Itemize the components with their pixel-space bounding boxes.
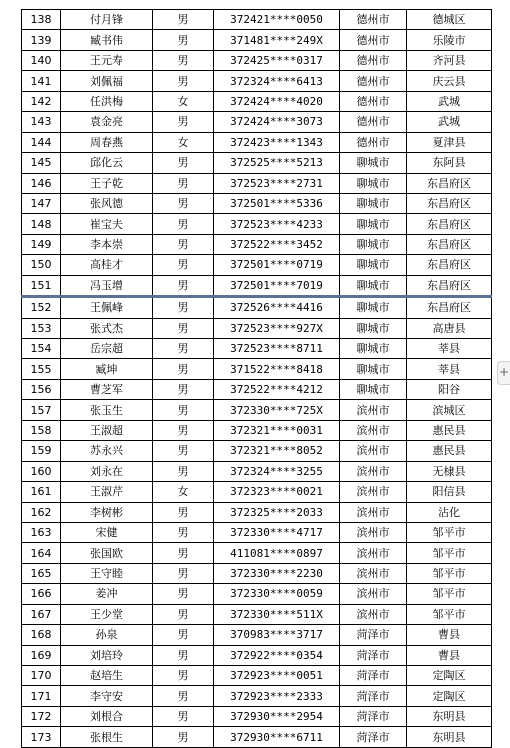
city-cell: 聊城市 xyxy=(340,153,407,173)
city-cell: 聊城市 xyxy=(340,275,407,296)
city-cell: 聊城市 xyxy=(340,318,407,338)
gender-cell: 男 xyxy=(153,193,214,213)
city-cell: 德州市 xyxy=(340,50,407,70)
city-cell: 滨州市 xyxy=(340,420,407,440)
gender-cell: 男 xyxy=(153,30,214,50)
district-cell: 高唐县 xyxy=(407,318,492,338)
table-row xyxy=(22,132,492,152)
gender-cell: 男 xyxy=(153,297,214,318)
row-number-cell: 146 xyxy=(22,173,61,193)
gender-cell: 男 xyxy=(153,625,214,645)
person-name-cell: 高桂才 xyxy=(61,255,153,275)
id-number-cell: 372930****2954 xyxy=(214,706,340,726)
city-cell: 滨州市 xyxy=(340,584,407,604)
district-cell: 邹平市 xyxy=(407,584,492,604)
city-cell: 聊城市 xyxy=(340,214,407,234)
table-row xyxy=(22,275,492,296)
id-number-cell: 372523****2731 xyxy=(214,173,340,193)
table-row xyxy=(22,30,492,50)
table-row xyxy=(22,604,492,624)
row-number-cell: 149 xyxy=(22,234,61,254)
id-number-cell: 372501****0719 xyxy=(214,255,340,275)
district-cell: 东昌府区 xyxy=(407,297,492,318)
district-cell: 齐河县 xyxy=(407,50,492,70)
person-name-cell: 邱化云 xyxy=(61,153,153,173)
district-cell: 夏津县 xyxy=(407,132,492,152)
district-cell: 东昌府区 xyxy=(407,214,492,234)
row-number-cell: 163 xyxy=(22,522,61,542)
gender-cell: 女 xyxy=(153,91,214,111)
id-number-cell: 372525****5213 xyxy=(214,153,340,173)
id-number-cell: 372330****725X xyxy=(214,400,340,420)
district-cell: 东昌府区 xyxy=(407,173,492,193)
district-cell: 东明县 xyxy=(407,706,492,726)
table-row xyxy=(22,193,492,213)
district-cell: 东昌府区 xyxy=(407,275,492,296)
id-number-cell: 411081****0897 xyxy=(214,543,340,563)
id-number-cell: 372425****0317 xyxy=(214,50,340,70)
table-row xyxy=(22,706,492,726)
table-row xyxy=(22,584,492,604)
row-number-cell: 162 xyxy=(22,502,61,522)
person-name-cell: 张根生 xyxy=(61,727,153,747)
person-name-cell: 曹芝军 xyxy=(61,379,153,399)
person-name-cell: 张风德 xyxy=(61,193,153,213)
id-number-cell: 372526****4416 xyxy=(214,297,340,318)
gender-cell: 男 xyxy=(153,420,214,440)
city-cell: 滨州市 xyxy=(340,461,407,481)
gender-cell: 男 xyxy=(153,275,214,296)
row-number-cell: 169 xyxy=(22,645,61,665)
gender-cell: 男 xyxy=(153,686,214,706)
id-number-cell: 372923****0051 xyxy=(214,666,340,686)
district-cell: 无棣县 xyxy=(407,461,492,481)
gender-cell: 男 xyxy=(153,173,214,193)
id-number-cell: 372501****5336 xyxy=(214,193,340,213)
city-cell: 德州市 xyxy=(340,71,407,91)
gender-cell: 男 xyxy=(153,461,214,481)
district-cell: 曹县 xyxy=(407,645,492,665)
gender-cell: 男 xyxy=(153,153,214,173)
gender-cell: 男 xyxy=(153,10,214,30)
city-cell: 德州市 xyxy=(340,91,407,111)
table-row xyxy=(22,727,492,747)
city-cell: 德州市 xyxy=(340,10,407,30)
city-cell: 德州市 xyxy=(340,30,407,50)
district-cell: 东明县 xyxy=(407,727,492,747)
gender-cell: 男 xyxy=(153,543,214,563)
person-name-cell: 张国欧 xyxy=(61,543,153,563)
city-cell: 菏泽市 xyxy=(340,686,407,706)
person-name-cell: 刘根合 xyxy=(61,706,153,726)
table-row xyxy=(22,234,492,254)
row-number-cell: 142 xyxy=(22,91,61,111)
person-name-cell: 臧坤 xyxy=(61,359,153,379)
row-number-cell: 166 xyxy=(22,584,61,604)
table-row xyxy=(22,522,492,542)
id-number-cell: 372330****4717 xyxy=(214,522,340,542)
district-cell: 德城区 xyxy=(407,10,492,30)
gender-cell: 男 xyxy=(153,522,214,542)
roster-body xyxy=(22,10,492,748)
gender-cell: 男 xyxy=(153,50,214,70)
row-number-cell: 157 xyxy=(22,400,61,420)
row-number-cell: 165 xyxy=(22,563,61,583)
expand-plus-icon[interactable]: + xyxy=(497,361,510,385)
district-cell: 滨城区 xyxy=(407,400,492,420)
table-row xyxy=(22,686,492,706)
person-name-cell: 王子乾 xyxy=(61,173,153,193)
row-number-cell: 147 xyxy=(22,193,61,213)
id-number-cell: 372324****6413 xyxy=(214,71,340,91)
gender-cell: 男 xyxy=(153,71,214,91)
row-number-cell: 161 xyxy=(22,482,61,502)
gender-cell: 男 xyxy=(153,441,214,461)
row-number-cell: 159 xyxy=(22,441,61,461)
gender-cell: 女 xyxy=(153,482,214,502)
person-name-cell: 孙泉 xyxy=(61,625,153,645)
district-cell: 莘县 xyxy=(407,359,492,379)
table-row xyxy=(22,339,492,359)
table-row xyxy=(22,71,492,91)
id-number-cell: 372522****3452 xyxy=(214,234,340,254)
district-cell: 武城 xyxy=(407,112,492,132)
gender-cell: 男 xyxy=(153,318,214,338)
city-cell: 滨州市 xyxy=(340,482,407,502)
table-row xyxy=(22,666,492,686)
district-cell: 沾化 xyxy=(407,502,492,522)
row-number-cell: 171 xyxy=(22,686,61,706)
city-cell: 聊城市 xyxy=(340,255,407,275)
city-cell: 滨州市 xyxy=(340,502,407,522)
person-name-cell: 崔宝夫 xyxy=(61,214,153,234)
gender-cell: 男 xyxy=(153,604,214,624)
person-name-cell: 王淑芹 xyxy=(61,482,153,502)
person-name-cell: 王少堂 xyxy=(61,604,153,624)
table-row xyxy=(22,318,492,338)
id-number-cell: 372325****2033 xyxy=(214,502,340,522)
id-number-cell: 372421****0050 xyxy=(214,10,340,30)
person-name-cell: 李守安 xyxy=(61,686,153,706)
table-row xyxy=(22,543,492,563)
row-number-cell: 156 xyxy=(22,379,61,399)
row-number-cell: 148 xyxy=(22,214,61,234)
table-row xyxy=(22,645,492,665)
person-name-cell: 苏永兴 xyxy=(61,441,153,461)
gender-cell: 男 xyxy=(153,706,214,726)
id-number-cell: 372424****4020 xyxy=(214,91,340,111)
id-number-cell: 372423****1343 xyxy=(214,132,340,152)
table-row xyxy=(22,10,492,30)
city-cell: 菏泽市 xyxy=(340,666,407,686)
person-name-cell: 王守睦 xyxy=(61,563,153,583)
person-name-cell: 王淑超 xyxy=(61,420,153,440)
row-number-cell: 152 xyxy=(22,297,61,318)
table-row xyxy=(22,153,492,173)
id-number-cell: 370983****3717 xyxy=(214,625,340,645)
city-cell: 聊城市 xyxy=(340,234,407,254)
person-name-cell: 姜冲 xyxy=(61,584,153,604)
row-number-cell: 143 xyxy=(22,112,61,132)
person-name-cell: 岳宗超 xyxy=(61,339,153,359)
district-cell: 邹平市 xyxy=(407,604,492,624)
row-number-cell: 140 xyxy=(22,50,61,70)
person-name-cell: 李树彬 xyxy=(61,502,153,522)
row-number-cell: 154 xyxy=(22,339,61,359)
gender-cell: 男 xyxy=(153,400,214,420)
district-cell: 定陶区 xyxy=(407,666,492,686)
city-cell: 滨州市 xyxy=(340,543,407,563)
row-number-cell: 153 xyxy=(22,318,61,338)
row-number-cell: 151 xyxy=(22,275,61,296)
person-name-cell: 任洪梅 xyxy=(61,91,153,111)
table-row xyxy=(22,255,492,275)
district-cell: 惠民县 xyxy=(407,420,492,440)
table-row xyxy=(22,173,492,193)
id-number-cell: 372321****8052 xyxy=(214,441,340,461)
person-name-cell: 付月锋 xyxy=(61,10,153,30)
gender-cell: 男 xyxy=(153,234,214,254)
gender-cell: 男 xyxy=(153,666,214,686)
person-name-cell: 刘佩福 xyxy=(61,71,153,91)
row-number-cell: 141 xyxy=(22,71,61,91)
person-name-cell: 臧书伟 xyxy=(61,30,153,50)
id-number-cell: 372523****927X xyxy=(214,318,340,338)
id-number-cell: 372501****7019 xyxy=(214,275,340,296)
id-number-cell: 372330****511X xyxy=(214,604,340,624)
district-cell: 邹平市 xyxy=(407,563,492,583)
district-cell: 东昌府区 xyxy=(407,234,492,254)
city-cell: 聊城市 xyxy=(340,193,407,213)
table-row xyxy=(22,379,492,399)
id-number-cell: 372523****4233 xyxy=(214,214,340,234)
district-cell: 武城 xyxy=(407,91,492,111)
id-number-cell: 372923****2333 xyxy=(214,686,340,706)
roster-table xyxy=(21,9,492,748)
district-cell: 乐陵市 xyxy=(407,30,492,50)
district-cell: 东昌府区 xyxy=(407,255,492,275)
id-number-cell: 371522****8418 xyxy=(214,359,340,379)
person-name-cell: 冯玉增 xyxy=(61,275,153,296)
id-number-cell: 372323****0021 xyxy=(214,482,340,502)
district-cell: 东阿县 xyxy=(407,153,492,173)
row-number-cell: 160 xyxy=(22,461,61,481)
table-row xyxy=(22,359,492,379)
city-cell: 滨州市 xyxy=(340,522,407,542)
id-number-cell: 372321****0031 xyxy=(214,420,340,440)
table-row xyxy=(22,50,492,70)
city-cell: 滨州市 xyxy=(340,400,407,420)
gender-cell: 男 xyxy=(153,255,214,275)
row-number-cell: 155 xyxy=(22,359,61,379)
city-cell: 聊城市 xyxy=(340,359,407,379)
district-cell: 定陶区 xyxy=(407,686,492,706)
row-number-cell: 173 xyxy=(22,727,61,747)
table-row xyxy=(22,461,492,481)
district-cell: 莘县 xyxy=(407,339,492,359)
row-number-cell: 145 xyxy=(22,153,61,173)
table-row xyxy=(22,625,492,645)
row-number-cell: 138 xyxy=(22,10,61,30)
person-name-cell: 王元寿 xyxy=(61,50,153,70)
city-cell: 滨州市 xyxy=(340,604,407,624)
id-number-cell: 372330****2230 xyxy=(214,563,340,583)
city-cell: 聊城市 xyxy=(340,339,407,359)
person-name-cell: 刘培玲 xyxy=(61,645,153,665)
row-number-cell: 167 xyxy=(22,604,61,624)
district-cell: 曹县 xyxy=(407,625,492,645)
row-number-cell: 172 xyxy=(22,706,61,726)
table-row xyxy=(22,441,492,461)
gender-cell: 男 xyxy=(153,339,214,359)
id-number-cell: 372922****0354 xyxy=(214,645,340,665)
gender-cell: 男 xyxy=(153,645,214,665)
table-row xyxy=(22,400,492,420)
district-cell: 东昌府区 xyxy=(407,193,492,213)
table-row xyxy=(22,420,492,440)
id-number-cell: 372330****0059 xyxy=(214,584,340,604)
table-row xyxy=(22,214,492,234)
city-cell: 德州市 xyxy=(340,132,407,152)
gender-cell: 男 xyxy=(153,379,214,399)
district-cell: 邹平市 xyxy=(407,522,492,542)
gender-cell: 男 xyxy=(153,214,214,234)
table-row xyxy=(22,297,492,318)
person-name-cell: 周春燕 xyxy=(61,132,153,152)
city-cell: 菏泽市 xyxy=(340,706,407,726)
id-number-cell: 372424****3073 xyxy=(214,112,340,132)
id-number-cell: 372930****6711 xyxy=(214,727,340,747)
gender-cell: 男 xyxy=(153,359,214,379)
gender-cell: 男 xyxy=(153,563,214,583)
id-number-cell: 372523****8711 xyxy=(214,339,340,359)
city-cell: 聊城市 xyxy=(340,379,407,399)
city-cell: 德州市 xyxy=(340,112,407,132)
city-cell: 菏泽市 xyxy=(340,625,407,645)
person-name-cell: 刘永在 xyxy=(61,461,153,481)
district-cell: 阳谷 xyxy=(407,379,492,399)
row-number-cell: 139 xyxy=(22,30,61,50)
gender-cell: 男 xyxy=(153,727,214,747)
row-number-cell: 150 xyxy=(22,255,61,275)
row-number-cell: 144 xyxy=(22,132,61,152)
table-row xyxy=(22,563,492,583)
city-cell: 聊城市 xyxy=(340,297,407,318)
person-name-cell: 宋健 xyxy=(61,522,153,542)
gender-cell: 男 xyxy=(153,112,214,132)
city-cell: 菏泽市 xyxy=(340,645,407,665)
gender-cell: 女 xyxy=(153,132,214,152)
person-name-cell: 赵培生 xyxy=(61,666,153,686)
district-cell: 邹平市 xyxy=(407,543,492,563)
district-cell: 惠民县 xyxy=(407,441,492,461)
person-name-cell: 李本崇 xyxy=(61,234,153,254)
row-number-cell: 158 xyxy=(22,420,61,440)
row-number-cell: 168 xyxy=(22,625,61,645)
person-name-cell: 张玉生 xyxy=(61,400,153,420)
id-number-cell: 372324****3255 xyxy=(214,461,340,481)
city-cell: 滨州市 xyxy=(340,563,407,583)
person-name-cell: 张式杰 xyxy=(61,318,153,338)
id-number-cell: 371481****249X xyxy=(214,30,340,50)
id-number-cell: 372522****4212 xyxy=(214,379,340,399)
person-name-cell: 王佩峰 xyxy=(61,297,153,318)
row-number-cell: 164 xyxy=(22,543,61,563)
table-row xyxy=(22,91,492,111)
gender-cell: 男 xyxy=(153,584,214,604)
city-cell: 菏泽市 xyxy=(340,727,407,747)
city-cell: 聊城市 xyxy=(340,173,407,193)
row-number-cell: 170 xyxy=(22,666,61,686)
gender-cell: 男 xyxy=(153,502,214,522)
district-cell: 阳信县 xyxy=(407,482,492,502)
city-cell: 滨州市 xyxy=(340,441,407,461)
table-row xyxy=(22,482,492,502)
table-row xyxy=(22,502,492,522)
person-name-cell: 袁金亮 xyxy=(61,112,153,132)
district-cell: 庆云县 xyxy=(407,71,492,91)
table-row xyxy=(22,112,492,132)
